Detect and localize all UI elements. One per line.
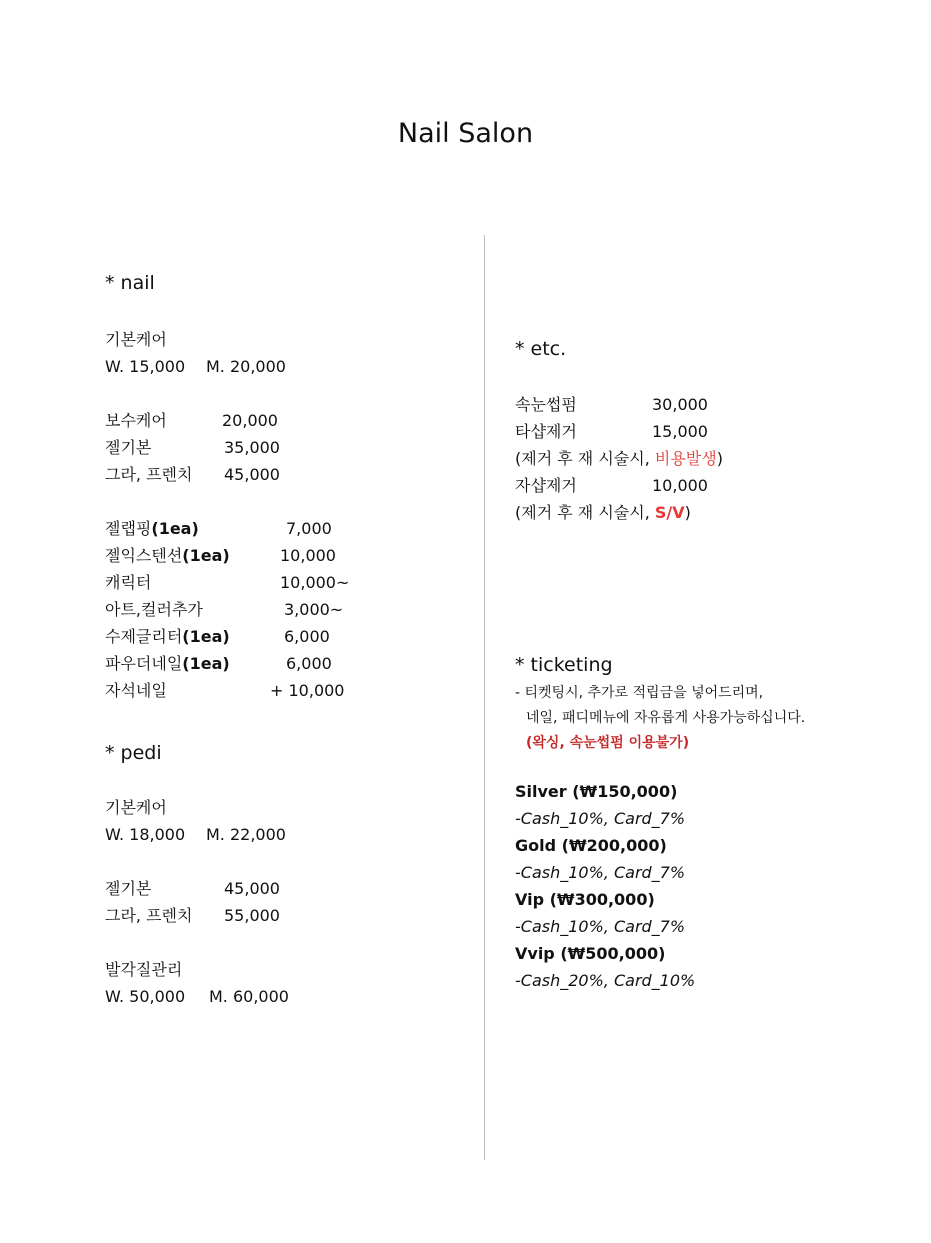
etc-item-name: 자샵제거 [515, 476, 577, 495]
ticket-tier-benefit: -Cash_10%, Card_7% [515, 917, 686, 936]
nail-extra-name: 아트,컬러추가 [105, 600, 203, 619]
pedi-callus-name: 발각질관리 [105, 960, 183, 979]
nail-item-name: 그라, 프렌치 [105, 465, 193, 484]
pedi-item-price: 55,000 [224, 906, 280, 925]
ticket-tier-name: Vvip (₩500,000) [515, 944, 666, 963]
etc-item-price: 10,000 [652, 476, 708, 495]
ticket-tier-benefit: -Cash_10%, Card_7% [515, 863, 686, 882]
ticket-tier-benefit: -Cash_20%, Card_10% [515, 971, 696, 990]
nail-item-price: 20,000 [222, 411, 278, 430]
page-title: Nail Salon [397, 118, 534, 149]
nail-item-price: 35,000 [224, 438, 280, 457]
pedi-basic-care-women-price: W. 18,000 [105, 825, 186, 844]
etc-note-cost: (제거 후 재 시술시, 비용발생) [515, 449, 723, 468]
pedi-basic-care-men-price: M. 22,000 [206, 825, 286, 844]
nail-extra-name: 젤랩핑(1ea) [105, 519, 199, 538]
etc-heading: * etc. [515, 338, 567, 360]
ticket-tier-name: Gold (₩200,000) [515, 836, 667, 855]
nail-extra-price: 10,000 [280, 546, 336, 565]
nail-basic-care-name: 기본케어 [105, 330, 167, 349]
pedi-item-name: 그라, 프렌치 [105, 906, 193, 925]
pedi-callus-men-price: M. 60,000 [209, 987, 289, 1006]
nail-extra-price: 3,000~ [284, 600, 344, 619]
etc-note-service: (제거 후 재 시술시, S/V) [515, 503, 691, 522]
nail-extra-price: 7,000 [286, 519, 332, 538]
nail-extra-name: 자석네일 [105, 681, 167, 700]
nail-item-name: 젤기본 [105, 438, 152, 457]
nail-extra-price: 6,000 [284, 627, 330, 646]
nail-extra-name: 캐릭터 [105, 573, 152, 592]
pedi-basic-care-name: 기본케어 [105, 798, 167, 817]
pedi-callus-women-price: W. 50,000 [105, 987, 186, 1006]
ticketing-heading: * ticketing [515, 654, 613, 676]
etc-item-price: 15,000 [652, 422, 708, 441]
ticket-tier-benefit: -Cash_10%, Card_7% [515, 809, 686, 828]
nail-extra-price: 10,000~ [280, 573, 350, 592]
nail-item-name: 보수케어 [105, 411, 167, 430]
etc-item-name: 타샵제거 [515, 422, 577, 441]
nail-basic-care-men-price: M. 20,000 [206, 357, 286, 376]
etc-item-price: 30,000 [652, 395, 708, 414]
ticketing-desc-line-3: (왁싱, 속눈썹펌 이용불가) [526, 735, 690, 751]
etc-item-name: 속눈썹펌 [515, 395, 577, 414]
nail-extra-name: 수제글리터(1ea) [105, 627, 230, 646]
ticket-tier-name: Silver (₩150,000) [515, 782, 678, 801]
nail-extra-price: + 10,000 [270, 681, 345, 700]
nail-heading: * nail [105, 272, 155, 294]
ticketing-desc-line-2: 네일, 패디메뉴에 자유롭게 사용가능하십니다. [526, 710, 806, 726]
nail-item-price: 45,000 [224, 465, 280, 484]
nail-extra-price: 6,000 [286, 654, 332, 673]
nail-extra-name: 젤익스텐션(1ea) [105, 546, 230, 565]
pedi-item-name: 젤기본 [105, 879, 152, 898]
ticket-tier-name: Vip (₩300,000) [515, 890, 655, 909]
column-divider [484, 235, 485, 1160]
nail-extra-name: 파우더네일(1ea) [105, 654, 230, 673]
pedi-item-price: 45,000 [224, 879, 280, 898]
nail-basic-care-women-price: W. 15,000 [105, 357, 186, 376]
ticketing-desc-line-1: - 티켓팅시, 추가로 적립금을 넣어드리며, [515, 685, 764, 701]
pedi-heading: * pedi [105, 742, 162, 764]
